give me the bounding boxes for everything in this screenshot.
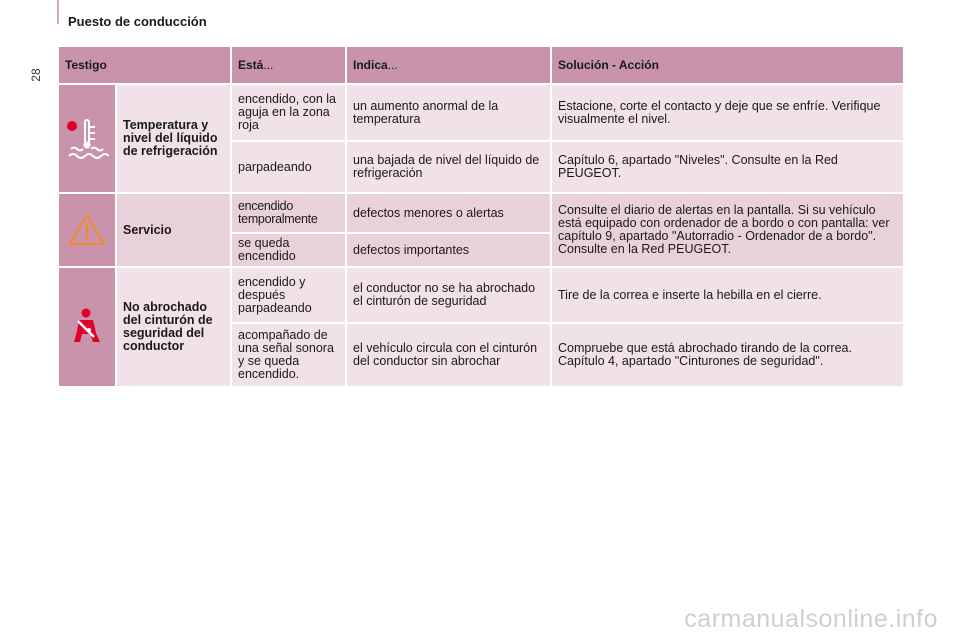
state-cell: encendido temporalmente [231, 193, 346, 233]
warning-name: Temperatura y nivel del líquido de refrigeración [116, 84, 231, 193]
warning-name: Servicio [116, 193, 231, 267]
solution-cell: Estacione, corte el contacto y deje que se enfríe. Verifique visualmente el nivel. [551, 84, 904, 141]
solution-cell: Tire de la correa e inserte la hebilla en el cierre. [551, 267, 904, 323]
solution-cell: Compruebe que está abrochado tirando de la correa. Capítulo 4, apartado "Cinturones de seguridad". [551, 323, 904, 387]
state-cell: parpadeando [231, 141, 346, 193]
page-number: 28 [29, 68, 43, 82]
icon-cell [58, 193, 116, 267]
side-rule [57, 0, 59, 24]
header-esta: Está... [231, 46, 346, 84]
state-cell: se queda encendido [231, 233, 346, 267]
table-row [58, 193, 904, 233]
state-cell: acompañado de una señal sonora y se queda encendido. [231, 323, 346, 387]
table-row [58, 267, 904, 323]
header-indica: Indica... [346, 46, 551, 84]
header-testigo: Testigo [58, 46, 231, 84]
header-solucion: Solución - Acción [551, 46, 904, 84]
icon-cell [58, 267, 116, 387]
indicates-cell: un aumento anormal de la temperatura [346, 84, 551, 141]
state-cell: encendido, con la aguja en la zona roja [231, 84, 346, 141]
indicates-cell: una bajada de nivel del líquido de refrigeración [346, 141, 551, 193]
indicates-cell: el vehículo circula con el cinturón del conductor sin abrochar [346, 323, 551, 387]
indicates-cell: el conductor no se ha abrochado el cinturón de seguridad [346, 267, 551, 323]
solution-cell: Consulte el diario de alertas en la pantalla. Si su vehículo está equipado con ordenador de a bordo o con pantalla: ver capítulo 9, apartado "Autorradio - Ordenador de a bordo". Consulte en la Red PEUGEOT. [551, 193, 904, 267]
table-row [58, 84, 904, 141]
state-cell: encendido y después parpadeando [231, 267, 346, 323]
coolant-temperature-icon [65, 114, 109, 164]
service-warning-icon [67, 212, 107, 248]
indicates-cell: defectos importantes [346, 233, 551, 267]
warning-name: No abrochado del cinturón de seguridad del conductor [116, 267, 231, 387]
table-header-row [58, 46, 904, 84]
icon-cell [58, 84, 116, 193]
watermark: carmanualsonline.info [684, 605, 938, 633]
solution-cell: Capítulo 6, apartado "Niveles". Consulte en la Red PEUGEOT. [551, 141, 904, 193]
seatbelt-icon [67, 307, 107, 347]
section-title: Puesto de conducción [68, 14, 207, 29]
warning-lights-table [57, 45, 905, 388]
indicates-cell: defectos menores o alertas [346, 193, 551, 233]
